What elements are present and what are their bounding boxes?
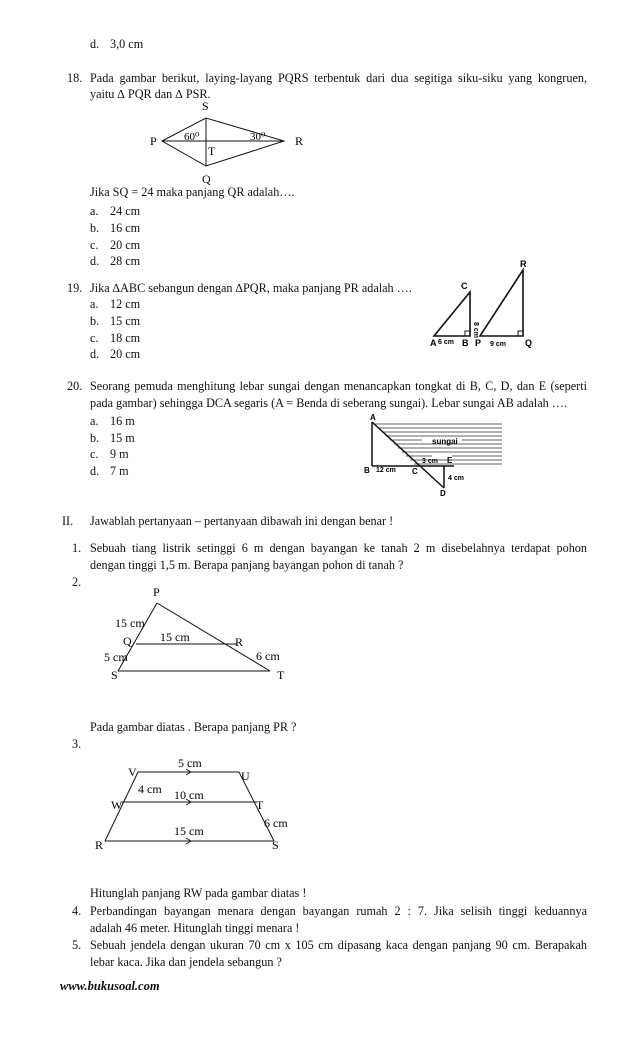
item-question: Hitunglah panjang RW pada gambar diatas ! (90, 886, 307, 900)
option-letter: d. (90, 254, 100, 268)
question-text: Seorang pemuda menghitung lebar sungai dengan menancapkan tongkat di B, C, D, dan E (seperti (90, 379, 587, 393)
option-letter: a. (90, 297, 99, 311)
item-question: Pada gambar diatas . Berapa panjang PR ? (90, 720, 297, 734)
length-label: 6 cm (438, 339, 454, 346)
river-label: sungai (432, 437, 458, 446)
vertex-label: S (202, 99, 209, 113)
similar-triangles-figure (428, 256, 538, 348)
vertex-label: C (461, 281, 468, 291)
item-number: 5. (72, 938, 82, 952)
option-text: 18 cm (110, 331, 141, 345)
angle-label: 60⁰ (184, 131, 200, 143)
trapezoid-figure (90, 752, 300, 854)
vertex-label: A (370, 413, 376, 422)
length-label: 15 cm (174, 824, 204, 838)
option-text: 15 m (110, 431, 135, 445)
length-label: 4 cm (448, 475, 464, 482)
item-text: lebar kaca. Jika dan jendela sebangun ? (90, 955, 282, 969)
length-label: 5 cm (178, 756, 202, 770)
option-letter: b. (90, 221, 100, 235)
item-number: 4. (72, 904, 82, 918)
option-letter: a. (90, 204, 99, 218)
vertex-label: A (430, 338, 437, 348)
option-text: 16 cm (110, 221, 141, 235)
option-letter: d. (90, 37, 100, 51)
question-text: yaitu ∆ PQR dan ∆ PSR. (90, 87, 211, 101)
section-number: II. (62, 514, 74, 528)
length-label: 6 cm (256, 649, 280, 663)
item-number: 1. (72, 541, 82, 555)
triangle-pst-figure (95, 583, 305, 685)
option-letter: c. (90, 238, 99, 252)
vertex-label: R (235, 635, 244, 649)
vertex-label: S (272, 838, 279, 852)
river-figure (362, 412, 510, 496)
option-text: 9 m (110, 447, 129, 461)
question-number: 19. (67, 281, 83, 295)
vertex-label: R (520, 259, 527, 269)
vertex-label: W (111, 798, 123, 812)
item-text: dengan tinggi 1,5 m. Berapa panjang bayangan pohon di tanah ? (90, 558, 404, 572)
option-text: 24 cm (110, 204, 141, 218)
length-label: 12 cm (376, 467, 396, 474)
vertex-label: B (462, 338, 469, 348)
length-label: 9 cm (490, 341, 506, 348)
length-label: 4 cm (138, 782, 162, 796)
option-letter: d. (90, 464, 100, 478)
question-text: Pada gambar berikut, laying-layang PQRS terbentuk dari dua segitiga siku-siku yang kongruen, (90, 71, 587, 85)
item-text: Sebuah jendela dengan ukuran 70 cm x 105 cm dipasang kaca dengan panjang 90 cm. Berapakah (90, 938, 587, 952)
item-text: Perbandingan bayangan menara dengan bayangan rumah 2 : 7. Jika selisih tinggi keduannya (90, 904, 587, 918)
vertex-label: T (208, 144, 216, 158)
option-letter: d. (90, 347, 100, 361)
option-text: 3,0 cm (110, 37, 144, 51)
vertex-label: B (364, 466, 370, 475)
vertex-label: R (95, 838, 104, 852)
length-label: 8 cm (472, 322, 479, 338)
option-letter: c. (90, 447, 99, 461)
item-text: Sebuah tiang listrik setinggi 6 m dengan bayangan ke tanah 2 m disebelahnya terdapat pohon (90, 541, 587, 555)
vertex-label: C (412, 467, 418, 476)
vertex-label: T (256, 798, 264, 812)
vertex-label: E (447, 456, 453, 465)
length-label: 6 cm (264, 816, 288, 830)
vertex-label: P (475, 338, 482, 348)
vertex-label: T (277, 668, 285, 682)
option-text: 7 m (110, 464, 129, 478)
length-label: 15 cm (115, 616, 145, 630)
question-text: Jika ∆ABC sebangun dengan ∆PQR, maka panjang PR adalah …. (90, 281, 412, 295)
section-heading: Jawablah pertanyaan – pertanyaan dibawah ini dengan benar ! (90, 514, 394, 528)
angle-label: 30⁰ (250, 131, 266, 143)
item-number: 3. (72, 737, 82, 751)
question-text: pada gambar) sehingga DCA segaris (A = Benda di seberang sungai). Lebar sungai AB adalah …. (90, 396, 567, 410)
option-letter: a. (90, 414, 99, 428)
length-label: 3 cm (422, 458, 438, 465)
option-text: 28 cm (110, 254, 141, 268)
item-number: 2. (72, 575, 82, 589)
vertex-label: V (128, 765, 137, 779)
length-label: 5 cm (104, 650, 128, 664)
vertex-label: Q (525, 338, 533, 348)
vertex-label: D (440, 489, 446, 498)
option-letter: c. (90, 331, 99, 345)
vertex-label: Q (202, 172, 211, 186)
length-label: 10 cm (174, 788, 204, 802)
question-number: 18. (67, 71, 83, 85)
vertex-label: P (150, 134, 157, 148)
vertex-label: R (295, 134, 304, 148)
question-number: 20. (67, 379, 83, 393)
option-text: 20 cm (110, 347, 141, 361)
question-prompt: Jika SQ = 24 maka panjang QR adalah…. (90, 185, 295, 199)
option-text: 15 cm (110, 314, 141, 328)
length-label: 15 cm (160, 630, 190, 644)
vertex-label: P (153, 585, 160, 599)
footer-url: www.bukusoal.com (60, 979, 160, 993)
option-text: 16 m (110, 414, 135, 428)
option-letter: b. (90, 314, 100, 328)
item-text: adalah 46 meter. Hitunglah tinggi menara ! (90, 921, 300, 935)
vertex-label: Q (123, 634, 132, 648)
vertex-label: S (111, 668, 118, 682)
option-text: 20 cm (110, 238, 141, 252)
option-letter: b. (90, 431, 100, 445)
option-text: 12 cm (110, 297, 141, 311)
kite-figure (140, 96, 320, 186)
vertex-label: U (241, 769, 250, 783)
